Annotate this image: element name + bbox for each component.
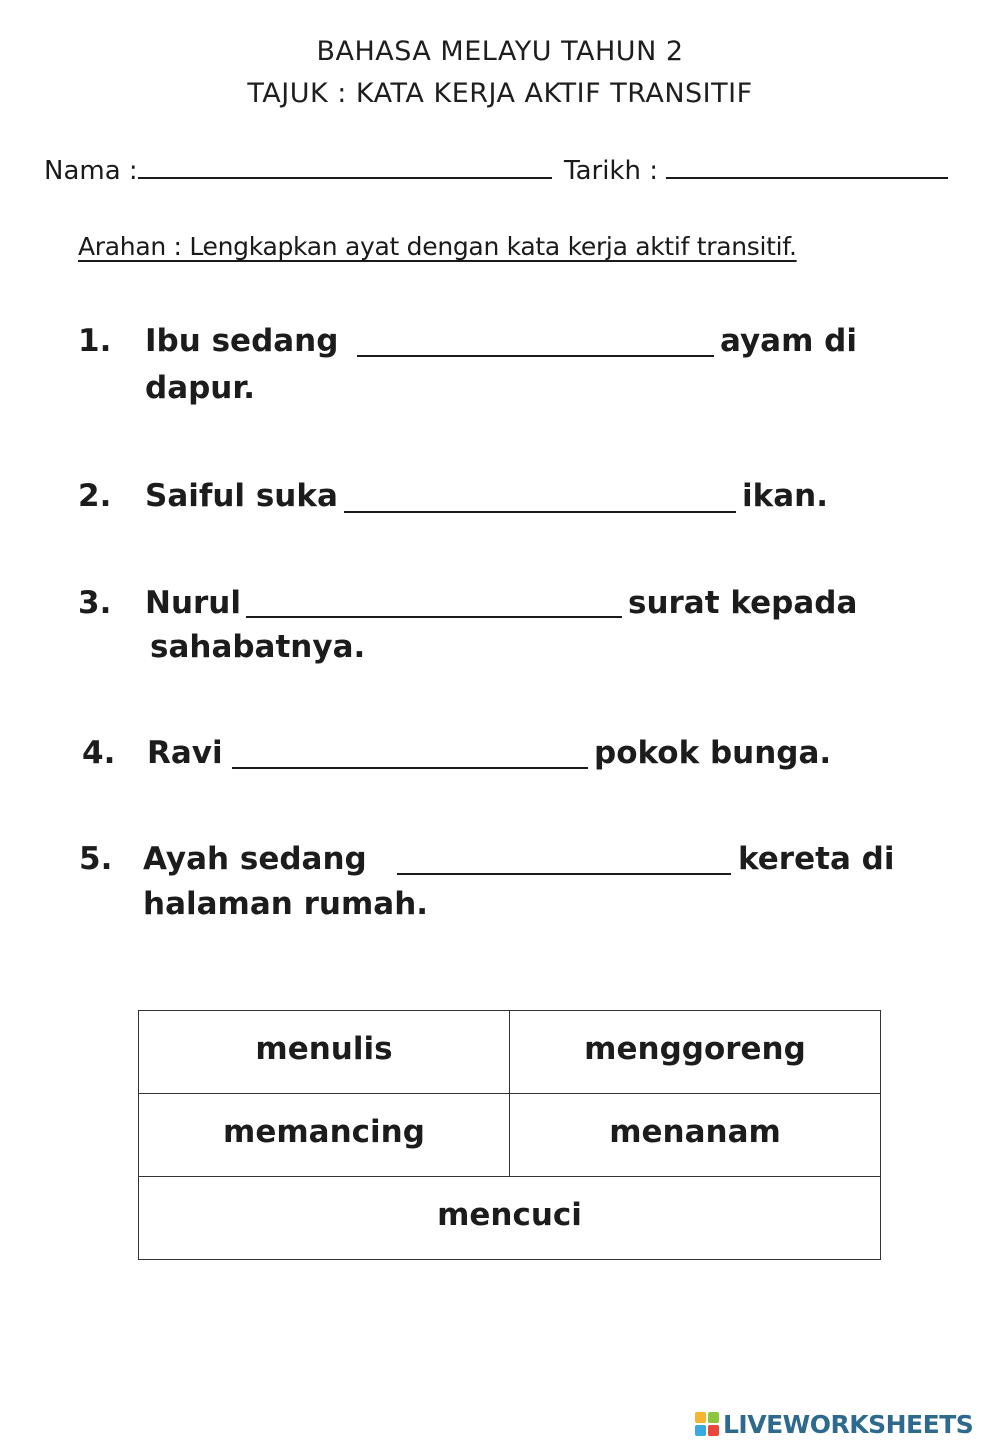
question-5-text-continuation: halaman rumah. (143, 886, 429, 922)
word-bank-table (138, 1010, 881, 1260)
question-1-number: 1. (78, 323, 112, 359)
word-bank-option[interactable]: mencuci (139, 1177, 881, 1260)
logo-square-icon (708, 1425, 719, 1436)
word-bank-option[interactable]: menggoreng (510, 1011, 881, 1094)
liveworksheets-logo-icon (695, 1412, 719, 1436)
date-input-line[interactable] (666, 177, 948, 179)
worksheet-topic-title: TAJUK : KATA KERJA AKTIF TRANSITIF (247, 78, 753, 109)
liveworksheets-wordmark: LIVEWORKSHEETS (723, 1409, 974, 1439)
question-3-text-continuation: sahabatnya. (150, 629, 366, 665)
question-5-text-after: kereta di (738, 841, 895, 877)
word-bank-option[interactable]: menulis (139, 1011, 510, 1094)
name-label: Nama : (44, 156, 138, 186)
liveworksheets-branding (695, 1409, 973, 1439)
question-4-text-before: Ravi (147, 735, 223, 771)
word-bank-row (139, 1177, 881, 1260)
question-3-number: 3. (78, 585, 112, 621)
question-3-text-before: Nurul (145, 585, 241, 621)
name-field (44, 158, 552, 184)
question-3-answer-blank[interactable] (246, 616, 622, 618)
question-4-answer-blank[interactable] (232, 767, 588, 769)
question-2-text-before: Saiful suka (145, 478, 338, 514)
question-5-number: 5. (79, 841, 113, 877)
logo-square-icon (695, 1425, 706, 1436)
question-4-text-after: pokok bunga. (594, 735, 832, 771)
question-3-text-after: surat kepada (628, 585, 858, 621)
instruction-text: Arahan : Lengkapkan ayat dengan kata kerja aktif transitif. (78, 232, 797, 261)
question-5-text-before: Ayah sedang (143, 841, 367, 877)
name-input-line[interactable] (138, 177, 552, 179)
date-label: Tarikh : (564, 156, 658, 186)
word-bank-row (139, 1094, 881, 1177)
worksheet-subject-title: BAHASA MELAYU TAHUN 2 (316, 36, 684, 67)
question-1-text-after: ayam di (720, 323, 858, 359)
question-1-text-before: Ibu sedang (145, 323, 339, 359)
word-bank-option[interactable]: menanam (510, 1094, 881, 1177)
word-bank-row (139, 1011, 881, 1094)
logo-square-icon (708, 1412, 719, 1423)
question-5-answer-blank[interactable] (397, 873, 731, 875)
question-1-text-continuation: dapur. (145, 370, 256, 406)
question-2-answer-blank[interactable] (344, 511, 736, 513)
word-bank-option[interactable]: memancing (139, 1094, 510, 1177)
date-field (564, 158, 948, 184)
question-2-text-after: ikan. (742, 478, 829, 514)
logo-square-icon (695, 1412, 706, 1423)
question-1-answer-blank[interactable] (357, 355, 714, 357)
question-4-number: 4. (82, 735, 116, 771)
question-2-number: 2. (78, 478, 112, 514)
